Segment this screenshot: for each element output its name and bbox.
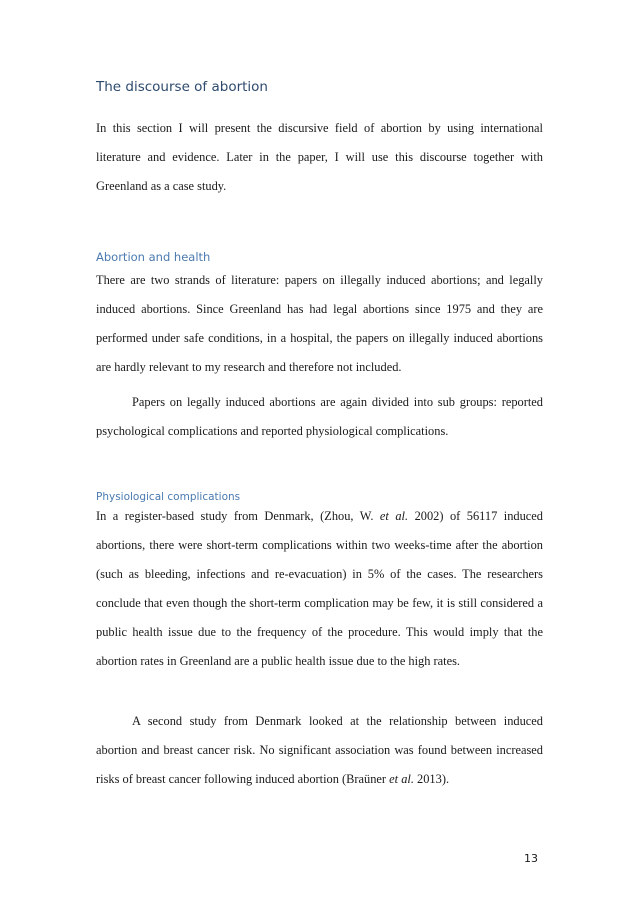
physio-p1-text-b: 2002) of 56117 induced abortions, there were short-term complications within two weeks-time after the abortion (such as bleeding, infections and re-evacuation) in 5% of the cases. The researchers conclude that even though the short-term complication may be few, it is still considered a public health issue due to the frequency of the procedure. This would imply that the abortion rates in Greenland are a public health issue due to the high rates. <box>96 509 543 668</box>
physio-p2-etal: et al. <box>389 772 414 786</box>
physio-paragraph-1 <box>96 502 543 676</box>
physio-p2-text-b: 2013). <box>413 772 450 786</box>
health-paragraph-2: Papers on legally induced abortions are again divided into sub groups: reported psychological complications and reported physiological complications. <box>96 395 543 438</box>
section-heading: The discourse of abortion <box>96 79 268 95</box>
subheading-physiological: Physiological complications <box>96 491 241 503</box>
physio-p1-etal: et al. <box>379 509 409 523</box>
physio-p2-text-a: A second study from Denmark looked at the relationship between induced abortion and breast cancer risk. No significant association was found between increased risks of breast cancer following induced abortion (Braüner <box>96 714 543 786</box>
page-number: 13 <box>524 852 538 865</box>
physio-p1-text-a: In a register-based study from Denmark, (Zhou, W. <box>96 509 380 523</box>
health-paragraph-1: There are two strands of literature: papers on illegally induced abortions; and legally induced abortions. Since Greenland has had legal abortions since 1975 and they are performed under safe conditions, in a hospital, the papers on illegally induced abortions are hardly relevant to my research and therefore not included. <box>96 273 543 374</box>
physio-paragraph-2 <box>96 707 543 794</box>
intro-paragraph: In this section I will present the discursive field of abortion by using international literature and evidence. Later in the paper, I will use this discourse together with Greenland as a case study. <box>96 121 543 193</box>
subheading-abortion-health: Abortion and health <box>96 250 211 264</box>
